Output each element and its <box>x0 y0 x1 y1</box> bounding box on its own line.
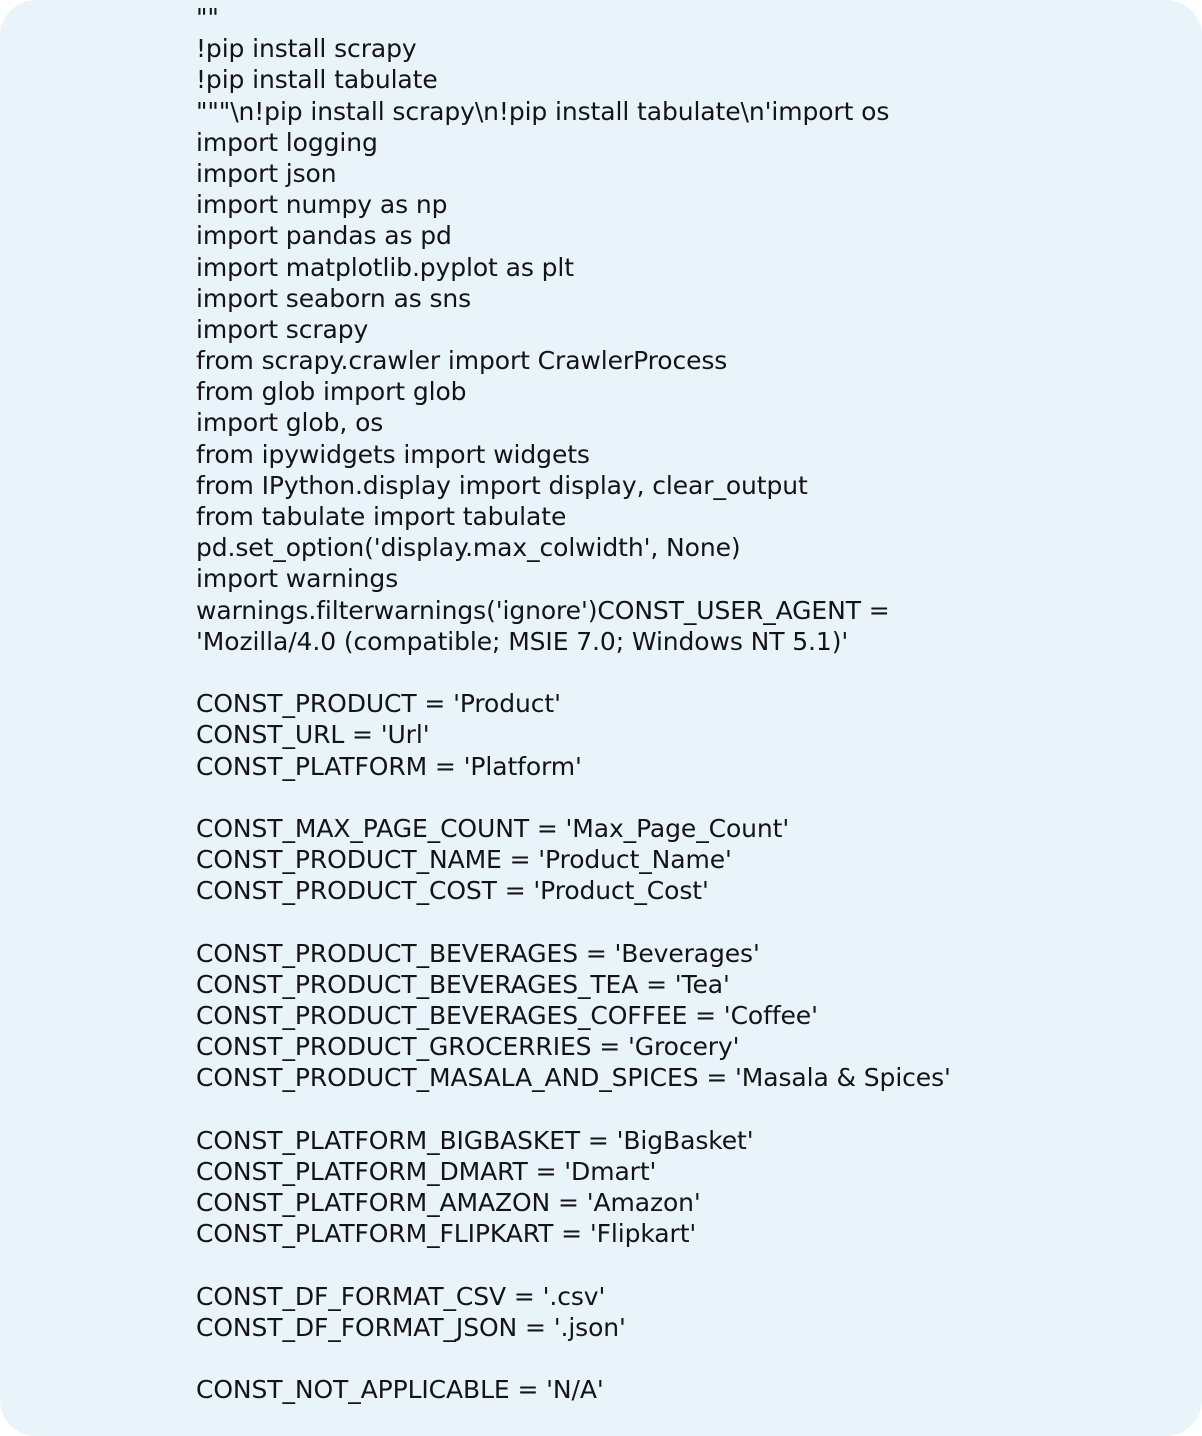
code-line-import-json: import json <box>196 158 337 188</box>
code-line-const-max-page-count: CONST_MAX_PAGE_COUNT = 'Max_Page_Count' <box>196 813 790 843</box>
code-line-blank <box>196 657 1156 688</box>
code-line-import-numpy: import numpy as np <box>196 190 448 220</box>
code-line-import-glob-os: import glob, os <box>196 408 384 438</box>
code-line-const-beverages-tea: CONST_PRODUCT_BEVERAGES_TEA = 'Tea' <box>196 969 730 999</box>
code-line-const-product-name: CONST_PRODUCT_NAME = 'Product_Name' <box>196 845 732 875</box>
code-line-import-pandas: import pandas as pd <box>196 221 452 251</box>
code-line-pip-scrapy: !pip install scrapy <box>196 34 417 64</box>
code-line-const-beverages: CONST_PRODUCT_BEVERAGES = 'Beverages' <box>196 938 760 968</box>
code-line-const-product-cost: CONST_PRODUCT_COST = 'Product_Cost' <box>196 876 709 906</box>
code-line-import-glob: from glob import glob <box>196 377 467 407</box>
code-line-const-beverages-coffee: CONST_PRODUCT_BEVERAGES_COFFEE = 'Coffee' <box>196 1001 818 1030</box>
code-line-import-matplotlib: import matplotlib.pyplot as plt <box>196 252 574 282</box>
code-line-import-scrapy: import scrapy <box>196 314 369 344</box>
code-line-const-not-applicable: CONST_NOT_APPLICABLE = 'N/A' <box>196 1375 604 1405</box>
code-line-const-product: CONST_PRODUCT = 'Product' <box>196 689 561 719</box>
code-line-const-masala-spices: CONST_PRODUCT_MASALA_AND_SPICES = 'Masala & Spices' <box>196 1063 951 1093</box>
code-line-import-logging: import logging <box>196 127 378 157</box>
code-line-import-seaborn: import seaborn as sns <box>196 283 472 313</box>
code-line-blank <box>196 782 1156 813</box>
code-line-import-warnings: import warnings <box>196 564 399 594</box>
code-block <box>196 2 1156 1405</box>
code-line-filterwarnings: warnings.filterwarnings('ignore')CONST_USER_AGENT = <box>196 595 890 625</box>
code-line-blank <box>196 1094 1156 1125</box>
code-line-const-url: CONST_URL = 'Url' <box>196 720 430 750</box>
code-line-import-tabulate: from tabulate import tabulate <box>196 502 567 531</box>
code-line-docstring-close: """\n!pip install scrapy\n!pip install tabulate\n'import os <box>196 96 890 126</box>
code-line-blank <box>196 906 1156 937</box>
code-line-docstring-open: "" <box>196 3 219 32</box>
code-line-import-crawlerprocess: from scrapy.crawler import CrawlerProcess <box>196 346 728 376</box>
code-line-const-flipkart: CONST_PLATFORM_FLIPKART = 'Flipkart' <box>196 1219 697 1249</box>
code-line-import-display: from IPython.display import display, clear_output <box>196 470 808 500</box>
code-line-const-amazon: CONST_PLATFORM_AMAZON = 'Amazon' <box>196 1188 701 1218</box>
code-line-import-widgets: from ipywidgets import widgets <box>196 439 590 469</box>
code-line-user-agent-value: 'Mozilla/4.0 (compatible; MSIE 7.0; Windows NT 5.1)' <box>196 626 849 656</box>
code-line-const-platform: CONST_PLATFORM = 'Platform' <box>196 751 582 781</box>
code-line-const-bigbasket: CONST_PLATFORM_BIGBASKET = 'BigBasket' <box>196 1125 754 1155</box>
code-line-const-dmart: CONST_PLATFORM_DMART = 'Dmart' <box>196 1156 657 1186</box>
code-line-const-format-csv: CONST_DF_FORMAT_CSV = '.csv' <box>196 1281 606 1311</box>
code-line-blank <box>196 1343 1156 1374</box>
code-line-set-option: pd.set_option('display.max_colwidth', None) <box>196 533 741 563</box>
code-line-blank <box>196 1250 1156 1281</box>
code-line-const-format-json: CONST_DF_FORMAT_JSON = '.json' <box>196 1312 626 1342</box>
code-line-pip-tabulate: !pip install tabulate <box>196 65 438 95</box>
code-line-const-grocerries: CONST_PRODUCT_GROCERRIES = 'Grocery' <box>196 1032 740 1062</box>
